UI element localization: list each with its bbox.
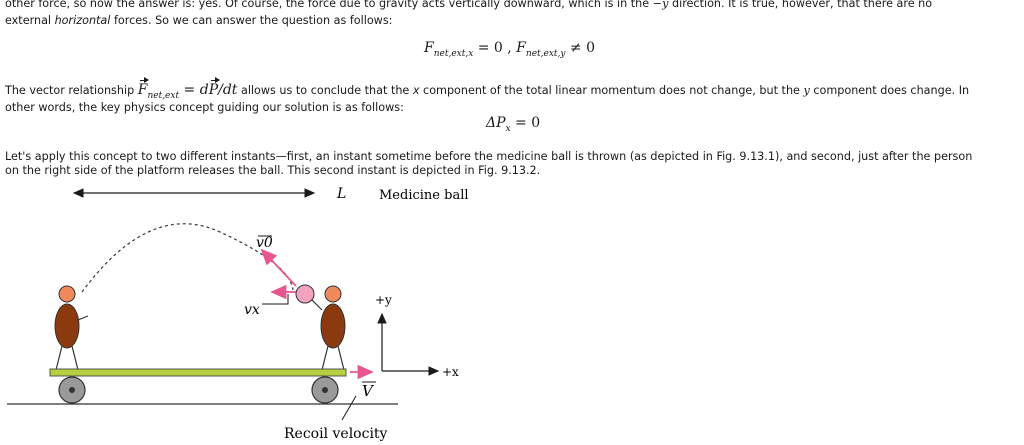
math-minus-y: −y (652, 0, 669, 10)
v0-label: v0 (256, 235, 273, 251)
text-span: other words, the key physics concept guiding our solution is as follows: (5, 101, 404, 114)
force-x-subscript: net,ext,x (433, 48, 474, 59)
x-variable: x (412, 84, 420, 97)
d-symbol: d (199, 82, 209, 98)
text-span: other force, so now the answer is: yes. Of course, the force due to gravity acts vertically downward, which is in the (5, 0, 653, 10)
text-span: Let's apply this concept to two different instants—first, an instant sometime before the medicine ball is thrown (as depicted in Fig. 9.13.1), and second, just after the person (5, 150, 973, 163)
force-vector: F (137, 82, 148, 98)
platform (50, 369, 346, 376)
recoil-label: Recoil velocity (284, 426, 388, 442)
vx-pointer (262, 294, 288, 304)
text-span: forces. So we can answer the question as follows: (110, 14, 393, 27)
length-label: L (337, 186, 347, 202)
momentum-vector: P (208, 82, 219, 98)
x-subscript: x (505, 123, 511, 134)
v0-arrow (262, 250, 296, 286)
right-wheel (312, 377, 338, 403)
force-symbol: F (424, 40, 434, 56)
text-span: component does change. In (809, 84, 970, 97)
ball-trajectory (82, 224, 293, 292)
medicine-ball (296, 285, 314, 303)
equals-zero: = 0 , (473, 40, 512, 56)
force-y-subscript: net,ext,y (525, 48, 566, 59)
text-span: component of the total linear momentum does not change, but the (419, 84, 804, 97)
text-span: The vector relationship (5, 84, 138, 97)
recoil-symbol: V (362, 382, 373, 400)
italic-word: horizontal (54, 14, 111, 27)
text-span: direction. It is true, however, that there are no (668, 0, 933, 10)
right-person (312, 286, 345, 370)
text-span: allows us to conclude that the (237, 84, 413, 97)
equals-zero: = 0 (510, 115, 541, 131)
equals: = (179, 82, 200, 98)
left-wheel (59, 377, 85, 403)
y-variable: y (803, 84, 810, 97)
delta-p-symbol: ΔP (486, 115, 506, 131)
text-span: external (5, 14, 55, 27)
dt-symbol: /dt (218, 82, 238, 98)
medicine-ball-label: Medicine ball (379, 188, 469, 203)
not-equal-zero: ≠ 0 (565, 40, 596, 56)
text-span: on the right side of the platform releases the ball. This second instant is depicted in Fig. 9.13.2. (5, 164, 541, 177)
plus-x-label: +x (442, 365, 459, 379)
vx-label: vx (244, 302, 260, 318)
force-subscript: net,ext (147, 90, 180, 101)
plus-y-label: +y (375, 293, 392, 307)
left-person (55, 286, 88, 370)
force-symbol: F (516, 40, 526, 56)
recoil-pointer (342, 396, 356, 420)
